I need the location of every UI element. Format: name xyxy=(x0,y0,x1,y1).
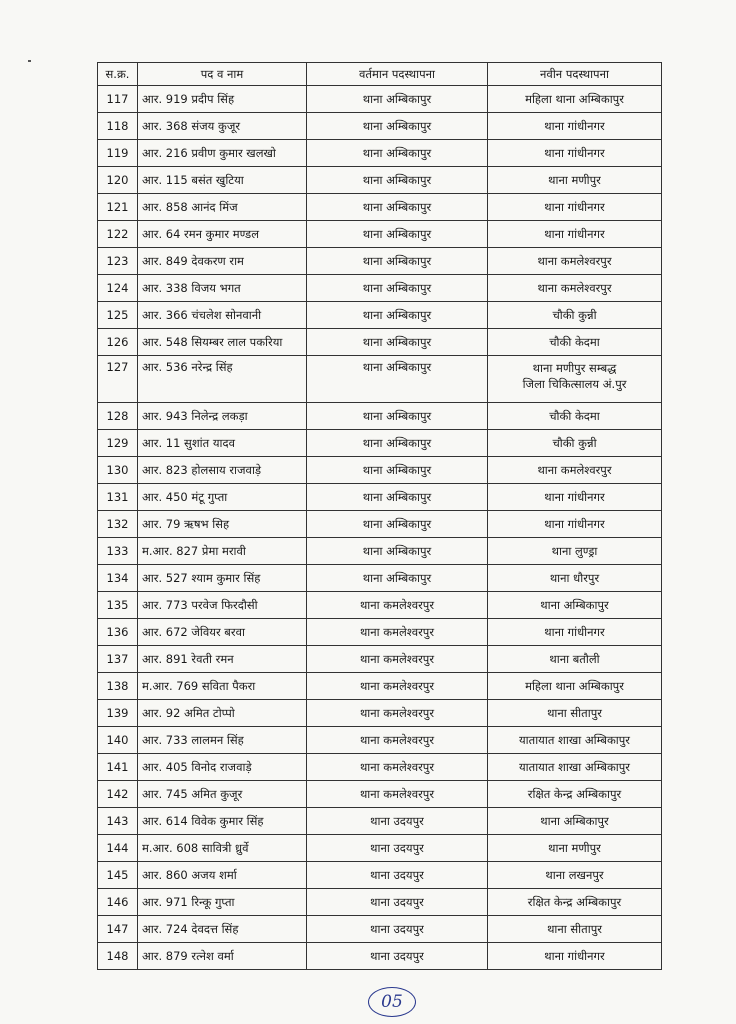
rank-name-cell: आर. 338 विजय भगत xyxy=(138,275,307,302)
serial-cell: 134 xyxy=(98,565,138,592)
rank-name-cell: आर. 733 लालमन सिंह xyxy=(138,727,307,754)
new-posting-cell: रक्षित केन्द्र अम्बिकापुर xyxy=(488,781,662,808)
new-posting-cell: थाना मणीपुर xyxy=(488,835,662,862)
serial-cell: 130 xyxy=(98,457,138,484)
current-posting-cell: थाना अम्बिकापुर xyxy=(307,511,488,538)
current-posting-cell: थाना अम्बिकापुर xyxy=(307,565,488,592)
rank-name-cell: आर. 773 परवेज फिरदौसी xyxy=(138,592,307,619)
serial-cell: 121 xyxy=(98,194,138,221)
table-row xyxy=(98,808,662,835)
serial-cell: 136 xyxy=(98,619,138,646)
table-row xyxy=(98,943,662,970)
serial-cell: 143 xyxy=(98,808,138,835)
new-posting-cell: थाना सीतापुर xyxy=(488,700,662,727)
serial-cell: 128 xyxy=(98,403,138,430)
table-row xyxy=(98,511,662,538)
serial-cell: 119 xyxy=(98,140,138,167)
table-row xyxy=(98,194,662,221)
serial-cell: 120 xyxy=(98,167,138,194)
current-posting-cell: थाना उदयपुर xyxy=(307,943,488,970)
current-posting-cell: थाना उदयपुर xyxy=(307,916,488,943)
serial-cell: 117 xyxy=(98,86,138,113)
new-posting-cell: चौकी केदमा xyxy=(488,403,662,430)
table-row xyxy=(98,673,662,700)
serial-cell: 141 xyxy=(98,754,138,781)
current-posting-cell: थाना अम्बिकापुर xyxy=(307,329,488,356)
table-row xyxy=(98,862,662,889)
new-posting-cell: थाना बतौली xyxy=(488,646,662,673)
table-row xyxy=(98,221,662,248)
table-row xyxy=(98,565,662,592)
new-posting-cell: थाना सीतापुर xyxy=(488,916,662,943)
new-posting-cell: थाना कमलेश्वरपुर xyxy=(488,248,662,275)
table-row xyxy=(98,484,662,511)
table-row xyxy=(98,430,662,457)
current-posting-cell: थाना कमलेश्वरपुर xyxy=(307,673,488,700)
current-posting-cell: थाना अम्बिकापुर xyxy=(307,302,488,329)
rank-name-cell: आर. 115 बसंत खुटिया xyxy=(138,167,307,194)
new-posting-line-2: जिला चिकित्सालय अं.पुर xyxy=(522,377,627,391)
rank-name-cell: आर. 943 निलेन्द्र लकड़ा xyxy=(138,403,307,430)
current-posting-cell: थाना कमलेश्वरपुर xyxy=(307,754,488,781)
table-row xyxy=(98,403,662,430)
serial-cell: 142 xyxy=(98,781,138,808)
table-row xyxy=(98,727,662,754)
serial-cell: 137 xyxy=(98,646,138,673)
table-row xyxy=(98,754,662,781)
rank-name-cell: म.आर. 769 सविता पैकरा xyxy=(138,673,307,700)
new-posting-cell: थाना कमलेश्वरपुर xyxy=(488,275,662,302)
rank-name-cell: म.आर. 608 सावित्री ध्रुर्वे xyxy=(138,835,307,862)
current-posting-cell: थाना कमलेश्वरपुर xyxy=(307,781,488,808)
new-posting-cell: थाना गांधीनगर xyxy=(488,619,662,646)
rank-name-cell: आर. 724 देवदत्त सिंह xyxy=(138,916,307,943)
table-row xyxy=(98,140,662,167)
serial-cell: 118 xyxy=(98,113,138,140)
new-posting-cell: चौकी कुन्नी xyxy=(488,430,662,457)
new-posting-cell: थाना गांधीनगर xyxy=(488,194,662,221)
current-posting-cell: थाना उदयपुर xyxy=(307,862,488,889)
rank-name-cell: आर. 672 जेवियर बरवा xyxy=(138,619,307,646)
serial-cell: 148 xyxy=(98,943,138,970)
rank-name-cell: आर. 891 रेवती रमन xyxy=(138,646,307,673)
serial-cell: 123 xyxy=(98,248,138,275)
new-posting-cell: थाना लुण्ड्रा xyxy=(488,538,662,565)
header-rank-name: पद व नाम xyxy=(138,63,307,86)
rank-name-cell: आर. 879 रत्नेश वर्मा xyxy=(138,943,307,970)
header-new-posting: नवीन पदस्थापना xyxy=(488,63,662,86)
current-posting-cell: थाना अम्बिकापुर xyxy=(307,403,488,430)
header-current-posting: वर्तमान पदस्थापना xyxy=(307,63,488,86)
current-posting-cell: थाना अम्बिकापुर xyxy=(307,113,488,140)
table-row xyxy=(98,592,662,619)
new-posting-cell: थाना गांधीनगर xyxy=(488,221,662,248)
new-posting-line-1: थाना मणीपुर सम्बद्ध xyxy=(532,361,617,375)
current-posting-cell: थाना कमलेश्वरपुर xyxy=(307,592,488,619)
table-row xyxy=(98,329,662,356)
new-posting-cell: थाना गांधीनगर xyxy=(488,484,662,511)
serial-cell: 144 xyxy=(98,835,138,862)
serial-cell: 145 xyxy=(98,862,138,889)
new-posting-cell: थाना अम्बिकापुर xyxy=(488,808,662,835)
serial-cell: 126 xyxy=(98,329,138,356)
table-row xyxy=(98,275,662,302)
serial-cell: 133 xyxy=(98,538,138,565)
rank-name-cell: आर. 548 सियम्बर लाल पकरिया xyxy=(138,329,307,356)
table-row xyxy=(98,167,662,194)
new-posting-cell: थाना लखनपुर xyxy=(488,862,662,889)
serial-cell: 132 xyxy=(98,511,138,538)
serial-cell: 146 xyxy=(98,889,138,916)
new-posting-cell: थाना गांधीनगर xyxy=(488,113,662,140)
current-posting-cell: थाना अम्बिकापुर xyxy=(307,275,488,302)
new-posting-cell: यातायात शाखा अम्बिकापुर xyxy=(488,754,662,781)
new-posting-cell: रक्षित केन्द्र अम्बिकापुर xyxy=(488,889,662,916)
table-row xyxy=(98,889,662,916)
table-row xyxy=(98,835,662,862)
new-posting-cell: महिला थाना अम्बिकापुर xyxy=(488,673,662,700)
current-posting-cell: थाना अम्बिकापुर xyxy=(307,167,488,194)
new-posting-cell: थाना गांधीनगर xyxy=(488,140,662,167)
serial-cell: 127 xyxy=(98,356,138,403)
serial-cell: 122 xyxy=(98,221,138,248)
header-serial: स.क्र. xyxy=(98,63,138,86)
rank-name-cell: आर. 745 अमित कुजूर xyxy=(138,781,307,808)
rank-name-cell: आर. 860 अजय शर्मा xyxy=(138,862,307,889)
rank-name-cell: आर. 79 ऋषभ सिह xyxy=(138,511,307,538)
transfer-list-table xyxy=(97,62,662,970)
rank-name-cell: आर. 366 चंचलेश सोनवानी xyxy=(138,302,307,329)
table-row xyxy=(98,356,662,403)
table-row xyxy=(98,781,662,808)
current-posting-cell: थाना अम्बिकापुर xyxy=(307,484,488,511)
rank-name-cell: आर. 64 रमन कुमार मण्डल xyxy=(138,221,307,248)
table-row xyxy=(98,457,662,484)
current-posting-cell: थाना उदयपुर xyxy=(307,889,488,916)
table-header-row xyxy=(98,63,662,86)
scan-speck xyxy=(28,60,31,62)
current-posting-cell: थाना उदयपुर xyxy=(307,808,488,835)
rank-name-cell: आर. 536 नरेन्द्र सिंह xyxy=(138,356,307,403)
new-posting-cell: थाना अम्बिकापुर xyxy=(488,592,662,619)
serial-cell: 147 xyxy=(98,916,138,943)
current-posting-cell: थाना अम्बिकापुर xyxy=(307,86,488,113)
current-posting-cell: थाना उदयपुर xyxy=(307,835,488,862)
current-posting-cell: थाना अम्बिकापुर xyxy=(307,538,488,565)
rank-name-cell: आर. 92 अमित टोप्पो xyxy=(138,700,307,727)
new-posting-cell: थाना गांधीनगर xyxy=(488,943,662,970)
table-row xyxy=(98,248,662,275)
rank-name-cell: आर. 849 देवकरण राम xyxy=(138,248,307,275)
serial-cell: 125 xyxy=(98,302,138,329)
rank-name-cell: आर. 919 प्रदीप सिंह xyxy=(138,86,307,113)
rank-name-cell: आर. 527 श्याम कुमार सिंह xyxy=(138,565,307,592)
current-posting-cell: थाना अम्बिकापुर xyxy=(307,457,488,484)
table-row xyxy=(98,538,662,565)
new-posting-cell: थाना कमलेश्वरपुर xyxy=(488,457,662,484)
new-posting-cell: चौकी केदमा xyxy=(488,329,662,356)
rank-name-cell: आर. 216 प्रवीण कुमार खलखो xyxy=(138,140,307,167)
rank-name-cell: आर. 858 आनंद मिंज xyxy=(138,194,307,221)
current-posting-cell: थाना अम्बिकापुर xyxy=(307,194,488,221)
new-posting-cell: चौकी कुन्नी xyxy=(488,302,662,329)
rank-name-cell: आर. 368 संजय कुजूर xyxy=(138,113,307,140)
table-row xyxy=(98,113,662,140)
serial-cell: 138 xyxy=(98,673,138,700)
table-row xyxy=(98,86,662,113)
page-number: 05 xyxy=(368,987,416,1017)
new-posting-cell: महिला थाना अम्बिकापुर xyxy=(488,86,662,113)
rank-name-cell: आर. 823 होलसाय राजवाड़े xyxy=(138,457,307,484)
current-posting-cell: थाना कमलेश्वरपुर xyxy=(307,619,488,646)
table-row xyxy=(98,916,662,943)
current-posting-cell: थाना कमलेश्वरपुर xyxy=(307,700,488,727)
current-posting-cell: थाना कमलेश्वरपुर xyxy=(307,646,488,673)
serial-cell: 135 xyxy=(98,592,138,619)
rank-name-cell: आर. 450 मंटू गुप्ता xyxy=(138,484,307,511)
table-row xyxy=(98,700,662,727)
new-posting-cell: थाना धौरपुर xyxy=(488,565,662,592)
current-posting-cell: थाना अम्बिकापुर xyxy=(307,248,488,275)
new-posting-cell: थाना गांधीनगर xyxy=(488,511,662,538)
current-posting-cell: थाना अम्बिकापुर xyxy=(307,430,488,457)
serial-cell: 124 xyxy=(98,275,138,302)
rank-name-cell: आर. 614 विवेक कुमार सिंह xyxy=(138,808,307,835)
serial-cell: 129 xyxy=(98,430,138,457)
serial-cell: 131 xyxy=(98,484,138,511)
current-posting-cell: थाना अम्बिकापुर xyxy=(307,356,488,403)
table-row xyxy=(98,646,662,673)
current-posting-cell: थाना अम्बिकापुर xyxy=(307,221,488,248)
new-posting-cell: थाना मणीपुर xyxy=(488,167,662,194)
new-posting-cell: यातायात शाखा अम्बिकापुर xyxy=(488,727,662,754)
rank-name-cell: आर. 405 विनोद राजवाड़े xyxy=(138,754,307,781)
rank-name-cell: म.आर. 827 प्रेमा मरावी xyxy=(138,538,307,565)
current-posting-cell: थाना कमलेश्वरपुर xyxy=(307,727,488,754)
table-row xyxy=(98,619,662,646)
serial-cell: 140 xyxy=(98,727,138,754)
new-posting-cell xyxy=(488,356,662,403)
current-posting-cell: थाना अम्बिकापुर xyxy=(307,140,488,167)
rank-name-cell: आर. 971 रिन्कू गुप्ता xyxy=(138,889,307,916)
table-row xyxy=(98,302,662,329)
rank-name-cell: आर. 11 सुशांत यादव xyxy=(138,430,307,457)
serial-cell: 139 xyxy=(98,700,138,727)
